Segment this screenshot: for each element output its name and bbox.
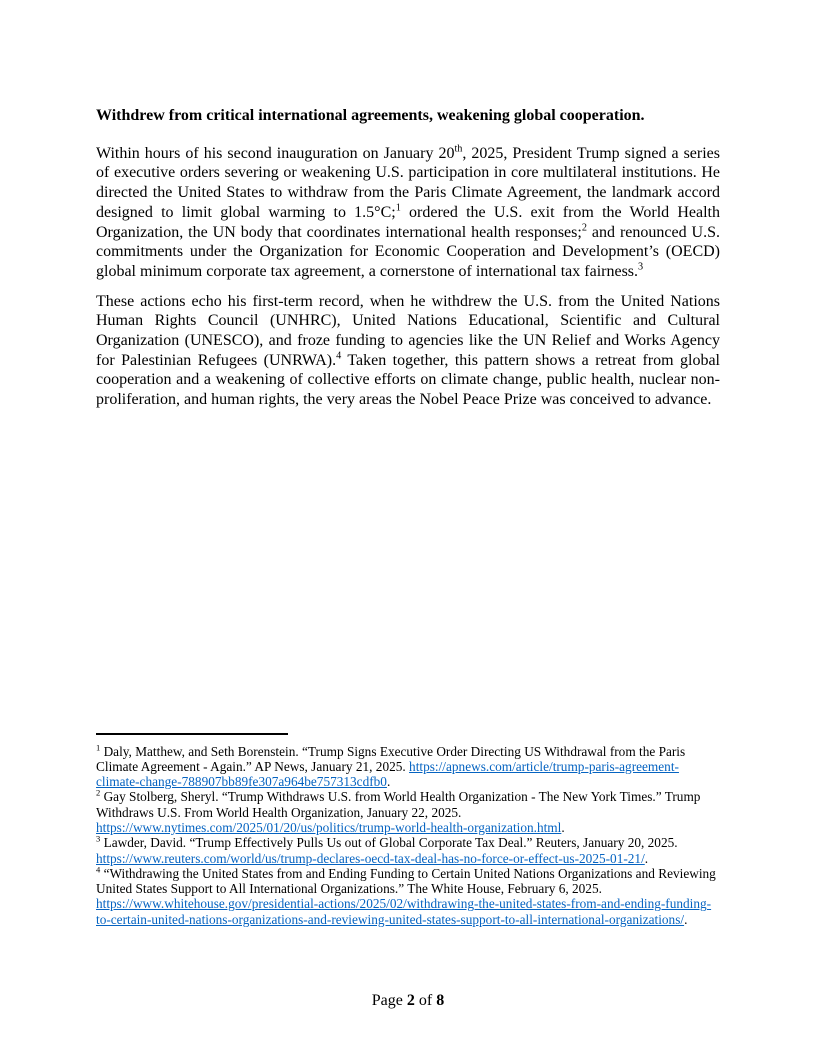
hyperlink[interactable]: https://www.whitehouse.gov/presidential-actions/2025/02/withdrawing-the-united-states-from-and-ending-funding-to-certain-united-nations-organizations-and-reviewing-united-states-support-to-all-international-organizations/	[96, 896, 712, 927]
superscript-ref: 1	[395, 202, 401, 214]
paragraph-2	[96, 292, 720, 410]
text-run: and renounced U.S. commitments under the Organization for Economic Cooperation and Development’s (OECD) global minimum corporate tax agreement, a cornerstone of international tax fairness.	[96, 223, 721, 280]
text-run: .	[644, 850, 649, 866]
footnote-1	[96, 744, 720, 790]
footnote-number: 1	[96, 742, 101, 753]
text-run: “Withdrawing the United States from and Ending Funding to Certain United Nations Organizations and Reviewing United States Support to All International Organizations.” The White House, February 6, 2025.	[96, 865, 716, 897]
bold-text: 8	[436, 992, 445, 1009]
footnote-2	[96, 789, 720, 835]
text-run: Taken together, this pattern shows a retreat from global cooperation and a weakening of collective efforts on climate change, public health, nuclear non-proliferation, and human rights, the very areas the Nobel Peace Prize was conceived to advance.	[96, 351, 720, 409]
footnote-text	[96, 789, 700, 835]
section-heading: Withdrew from critical international agreements, weakening global cooperation.	[96, 107, 645, 124]
document-body	[96, 106, 720, 420]
bold-text: 2	[406, 992, 415, 1009]
hyperlink[interactable]: https://www.reuters.com/world/us/trump-declares-oecd-tax-deal-has-no-force-or-effect-us-2025-01-21/	[96, 850, 645, 866]
superscript-ref: 4	[336, 350, 342, 362]
text-run: .	[561, 819, 565, 835]
hyperlink[interactable]: https://www.nytimes.com/2025/01/20/us/politics/trump-world-health-organization.html	[96, 819, 562, 835]
text-run: Page	[371, 992, 407, 1009]
text-run: ordered the U.S. exit from the World Health Organization, the UN body that coordinates international health responses;	[96, 203, 721, 241]
footnote-4	[96, 866, 720, 927]
text-run: Daly, Matthew, and Seth Borenstein. “Trump Signs Executive Order Directing US Withdrawal from the Paris Climate Agreement - Again.” AP News, January 21, 2025.	[96, 743, 686, 774]
text-run: of	[414, 992, 437, 1009]
text-run: .	[386, 774, 391, 790]
page-number	[0, 991, 816, 1011]
footnote-number: 4	[96, 864, 101, 875]
footnote-text	[96, 866, 716, 927]
paragraph-1	[96, 144, 720, 282]
footnote-text	[96, 744, 685, 790]
text-run: These actions echo his first-term record, when he withdrew the U.S. from the United Nations Human Rights Council (UNHRC), United Nations Educational, Scientific and Cultural Organization (UNESCO), and froze funding to agencies like the UN Relief and Works Agency for Palestinian Refugees (UNRWA).	[96, 292, 720, 369]
text-run: Gay Stolberg, Sheryl. “Trump Withdraws U.S. from World Health Organization - The New York Times.” Trump Withdraws U.S. From World Health Organization, January 22, 2025.	[96, 789, 701, 820]
footnote-number: 2	[96, 787, 101, 798]
text-run: .	[684, 911, 688, 927]
text-run: Within hours of his second inauguration on January 20	[96, 144, 455, 162]
superscript-ref: th	[454, 143, 463, 155]
footnote-separator	[96, 733, 288, 735]
hyperlink[interactable]: https://apnews.com/article/trump-paris-agreement-climate-change-788907bb89fe307a964be757313cdfb0	[96, 758, 679, 790]
footnote-3	[96, 835, 720, 866]
text-run: Lawder, David. “Trump Effectively Pulls Us out of Global Corporate Tax Deal.” Reuters, January 20, 2025.	[100, 835, 678, 851]
footnote-number: 3	[96, 833, 101, 844]
footnotes-section	[96, 733, 720, 927]
superscript-ref: 2	[581, 222, 587, 234]
superscript-ref: 3	[638, 261, 644, 273]
footnote-text	[96, 835, 678, 865]
text-run: , 2025, President Trump signed a series of executive orders severing or weakening U.S. participation in core multilateral institutions. He directed the United States to withdraw from the Paris Climate Agreement, the landmark accord designed to limit global warming to 1.5°C;	[96, 144, 721, 221]
